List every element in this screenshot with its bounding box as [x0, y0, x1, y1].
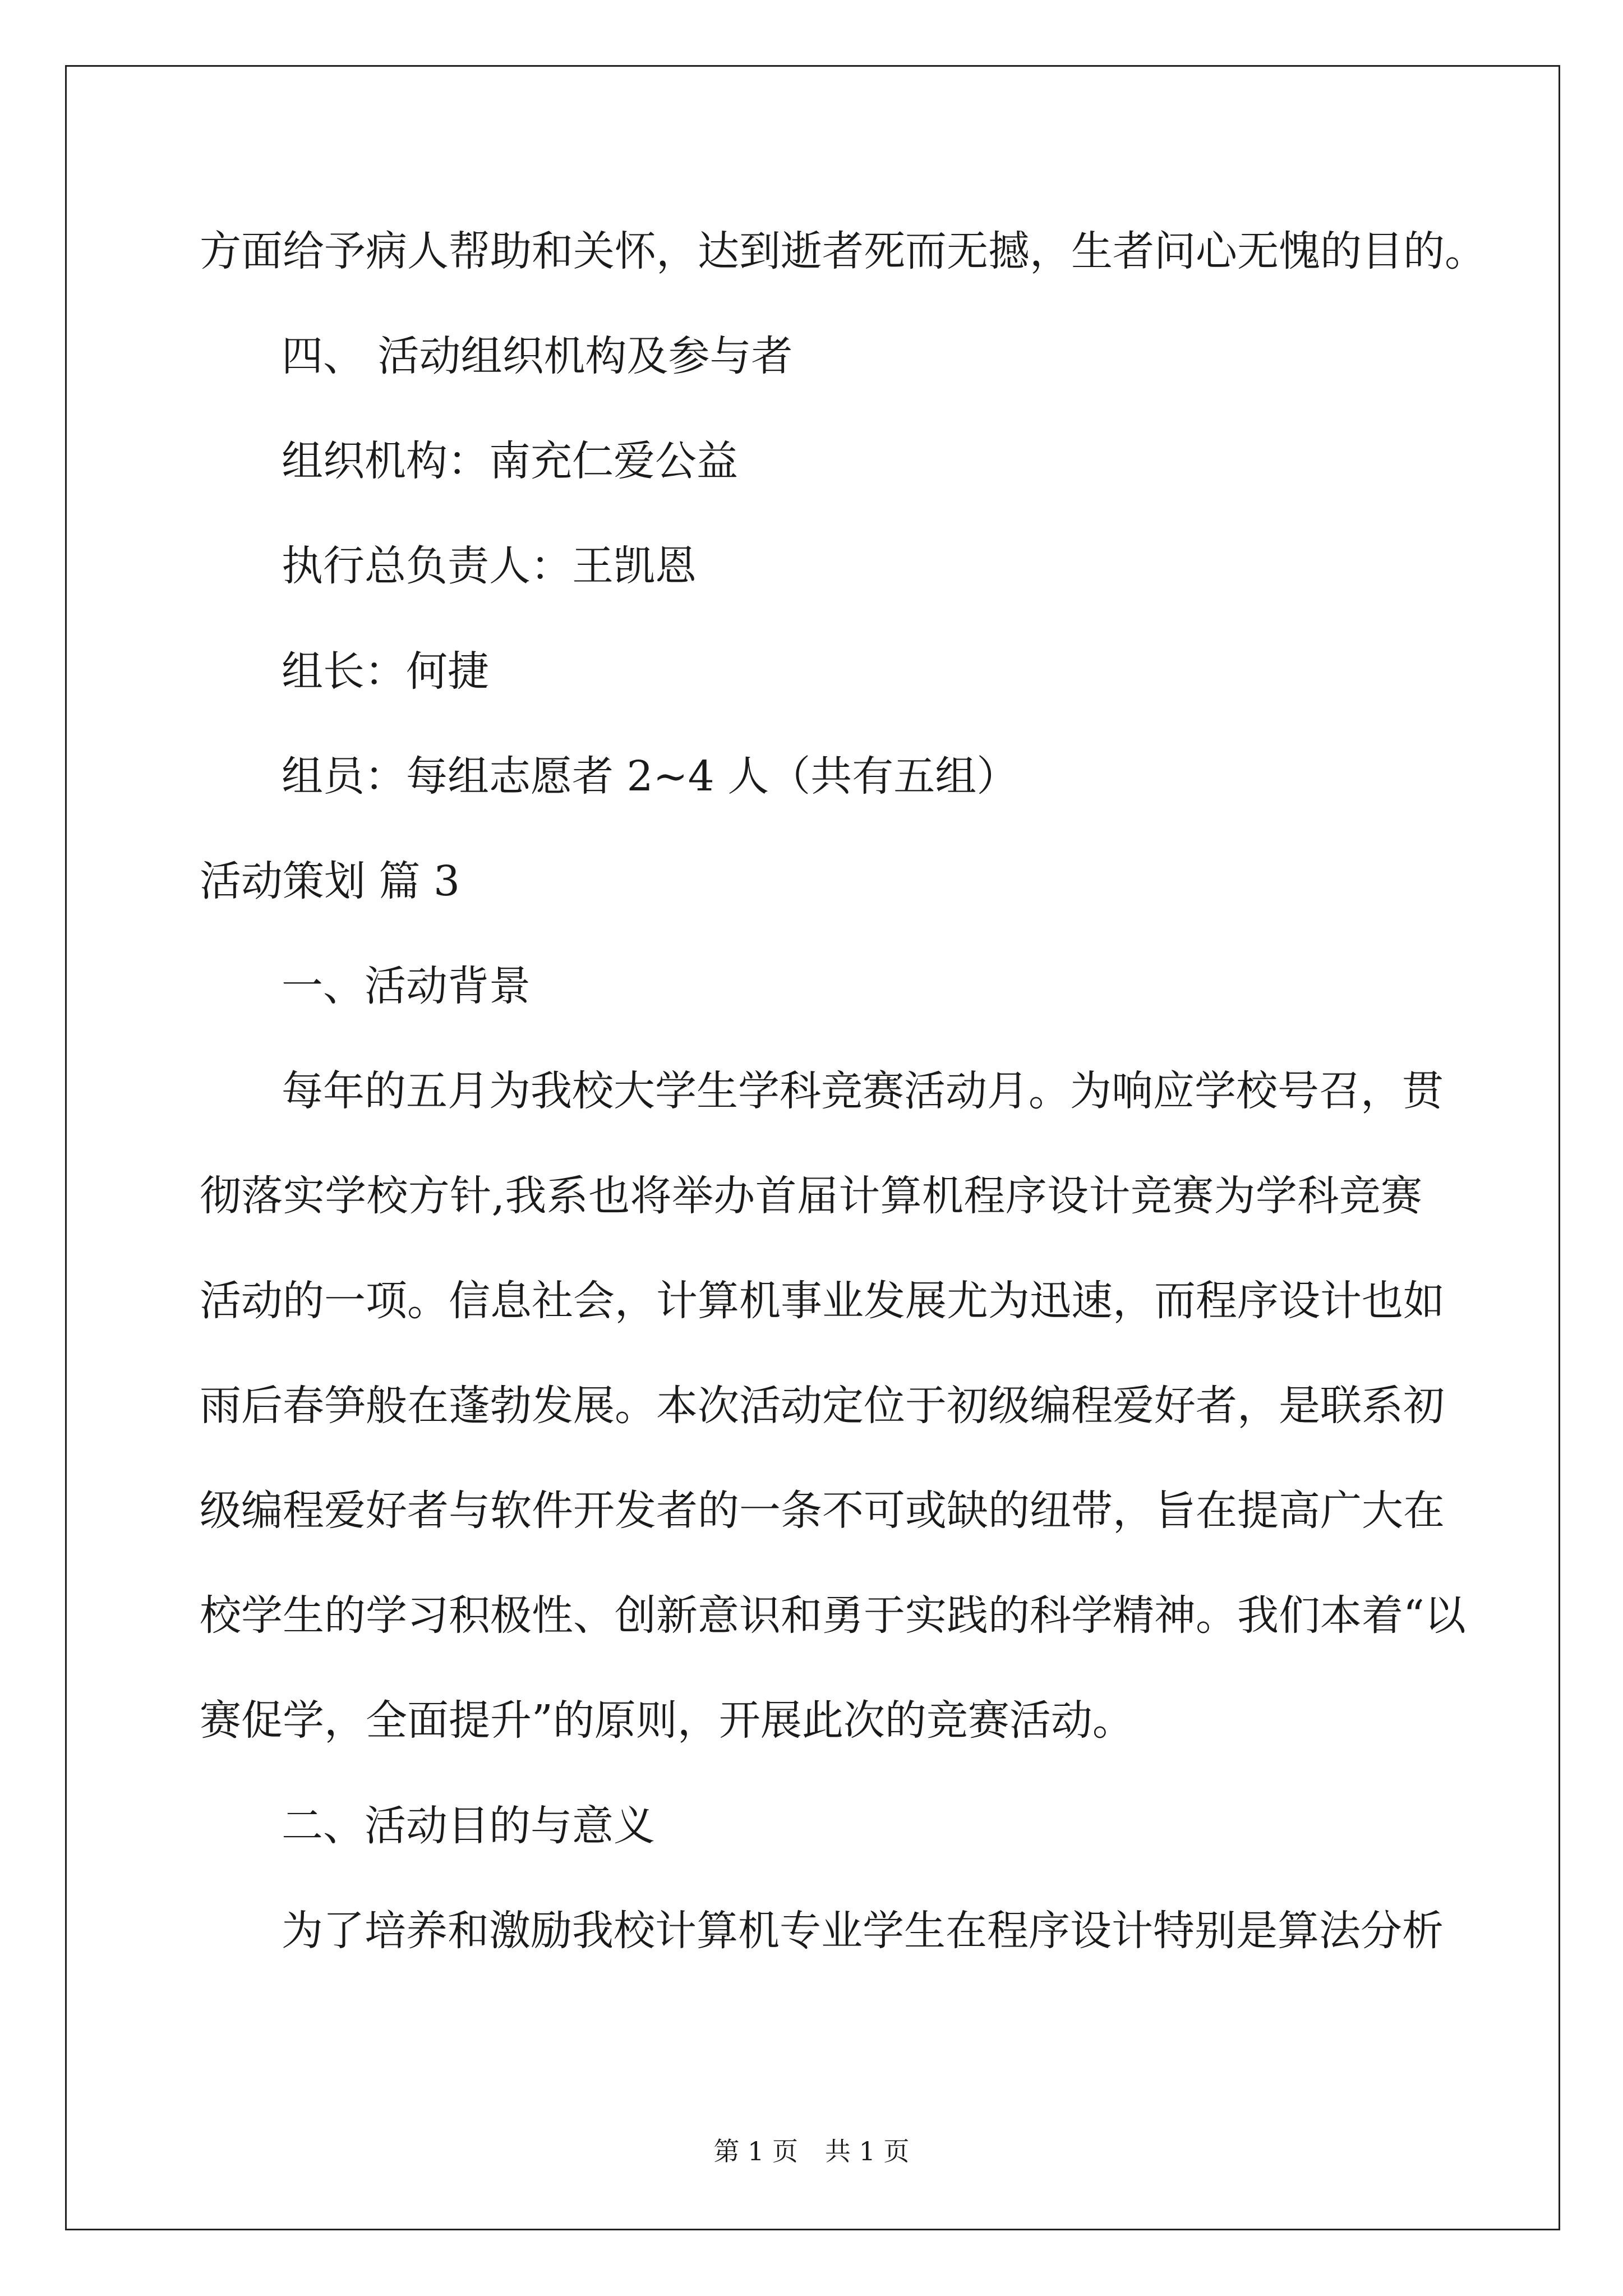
body-line: 组长：何捷 [282, 647, 489, 696]
section-heading: 二、活动目的与意义 [282, 1802, 655, 1850]
section-heading: 一、活动背景 [282, 962, 531, 1010]
section-heading: 四、 活动组织机构及参与者 [282, 332, 793, 380]
body-line: 组员：每组志愿者 2~4 人（共有五组） [282, 752, 1018, 800]
body-line: 活动的一项。信息社会，计算机事业发展尤为迅速，而程序设计也如 [200, 1277, 1445, 1325]
page-number: 第 1 页 [713, 2136, 798, 2166]
chapter-heading: 活动策划 篇 3 [200, 857, 460, 905]
body-line: 执行总负责人：王凯恩 [282, 542, 697, 590]
page-footer [0, 2134, 1623, 2168]
body-line: 雨后春笋般在蓬勃发展。本次活动定位于初级编程爱好者，是联系初 [200, 1382, 1445, 1430]
paragraph-first-line: 为了培养和激励我校计算机专业学生在程序设计特别是算法分析 [282, 1907, 1444, 1955]
paragraph-first-line: 每年的五月为我校大学生学科竞赛活动月。为响应学校号召，贯 [282, 1067, 1444, 1115]
body-line: 组织机构：南充仁爱公益 [282, 437, 738, 485]
body-line: 方面给予病人帮助和关怀，达到逝者死而无撼，生者问心无愧的目的。 [200, 227, 1486, 275]
body-line: 校学生的学习积极性、创新意识和勇于实践的科学精神。我们本着“以 [200, 1591, 1466, 1640]
body-line: 赛促学，全面提升”的原则，开展此次的竞赛活动。 [200, 1696, 1134, 1745]
page-total: 共 1 页 [825, 2136, 910, 2166]
body-line: 级编程爱好者与软件开发者的一条不可或缺的纽带，旨在提高广大在 [200, 1487, 1445, 1535]
body-line: 彻落实学校方针,我系也将举办首届计算机程序设计竞赛为学科竞赛 [200, 1172, 1422, 1220]
